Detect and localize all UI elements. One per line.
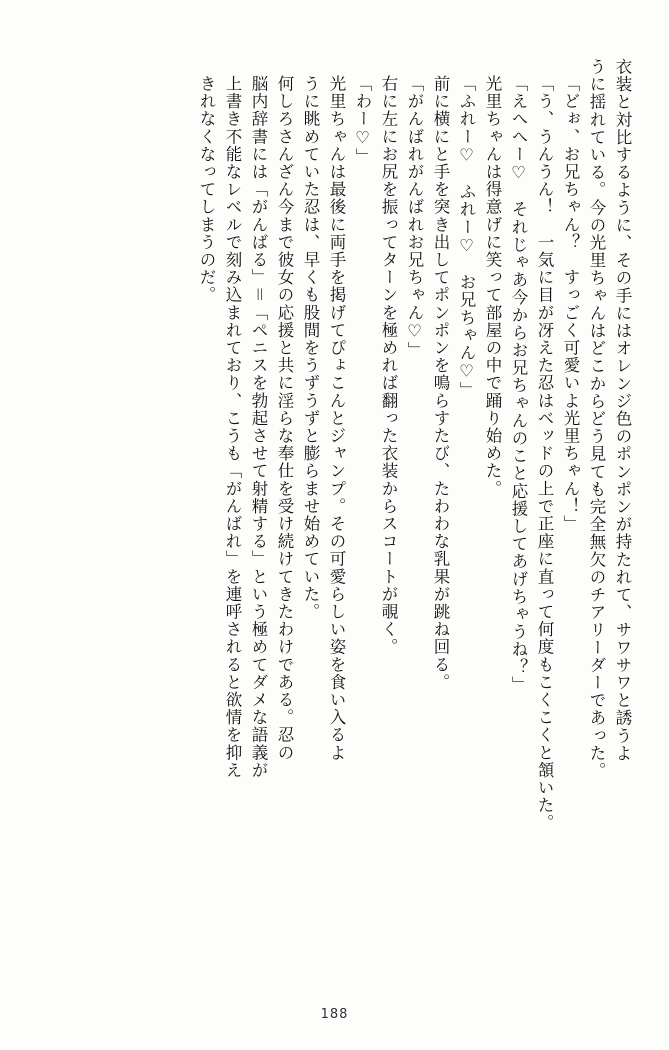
text-line: 「う、うんうん！ 一気に目が冴えた忍はベッドの上で正座に直って何度もこくこくと頷いた。	[535, 75, 554, 832]
text-line: 「わー♡」	[353, 75, 372, 166]
text-line: 何しろさんざん今まで彼女の応援と共に淫らな奉仕を受け続けてきたわけである。忍の	[275, 75, 294, 762]
text-line: 前に横にと手を突き出してポンポンを鳴らすたび、たわわな乳果が跳ね回る。	[431, 75, 450, 691]
text-line: 「がんばれがんばれお兄ちゃん♡」	[405, 75, 424, 360]
text-line: 右に左にお尻を振ってターンを極めれば翻った衣装からスコートが覗く。	[379, 75, 398, 656]
text-line: 光里ちゃんは得意げに笑って部屋の中で踊り始めた。	[483, 75, 502, 498]
text-line: 「えへへー♡ それじゃあ今からお兄ちゃんのこと応援してあげちゃうね？」	[509, 75, 528, 694]
page-number: 188	[320, 1007, 349, 1022]
text-line: 光里ちゃんは最後に両手を掲げてぴょこんとジャンプ。その可愛らしい姿を食い入るよ	[327, 75, 346, 762]
text-line: 脳内辞書には「がんばる」＝「ペニスを勃起させて射精する」という極めてダメな語義が	[249, 75, 268, 779]
text-line: 「ふれー♡ ふれー♡ お兄ちゃん♡」	[457, 75, 476, 400]
text-line: 衣装と対比するように、その手にはオレンジ色のポンポンが持たれて、サワサワと誘うよ	[613, 58, 632, 762]
vertical-text-block	[34, 58, 635, 978]
text-line: 「どぉ、お兄ちゃん？ すっごく可愛いよ光里ちゃん！」	[561, 75, 580, 533]
text-line: うに揺れている。今の光里ちゃんはどこからどう見ても完全無欠のチアリーダーであった。	[587, 58, 606, 780]
text-line: うに眺めていた忍は、早くも股間をうずうずと膨らませ始めていた。	[301, 75, 320, 621]
text-line: 上書き不能なレベルで刻み込まれており、こうも「がんばれ」を連呼されると欲情を抑え	[223, 75, 242, 779]
text-line: きれなくなってしまうのだ。	[197, 75, 216, 304]
